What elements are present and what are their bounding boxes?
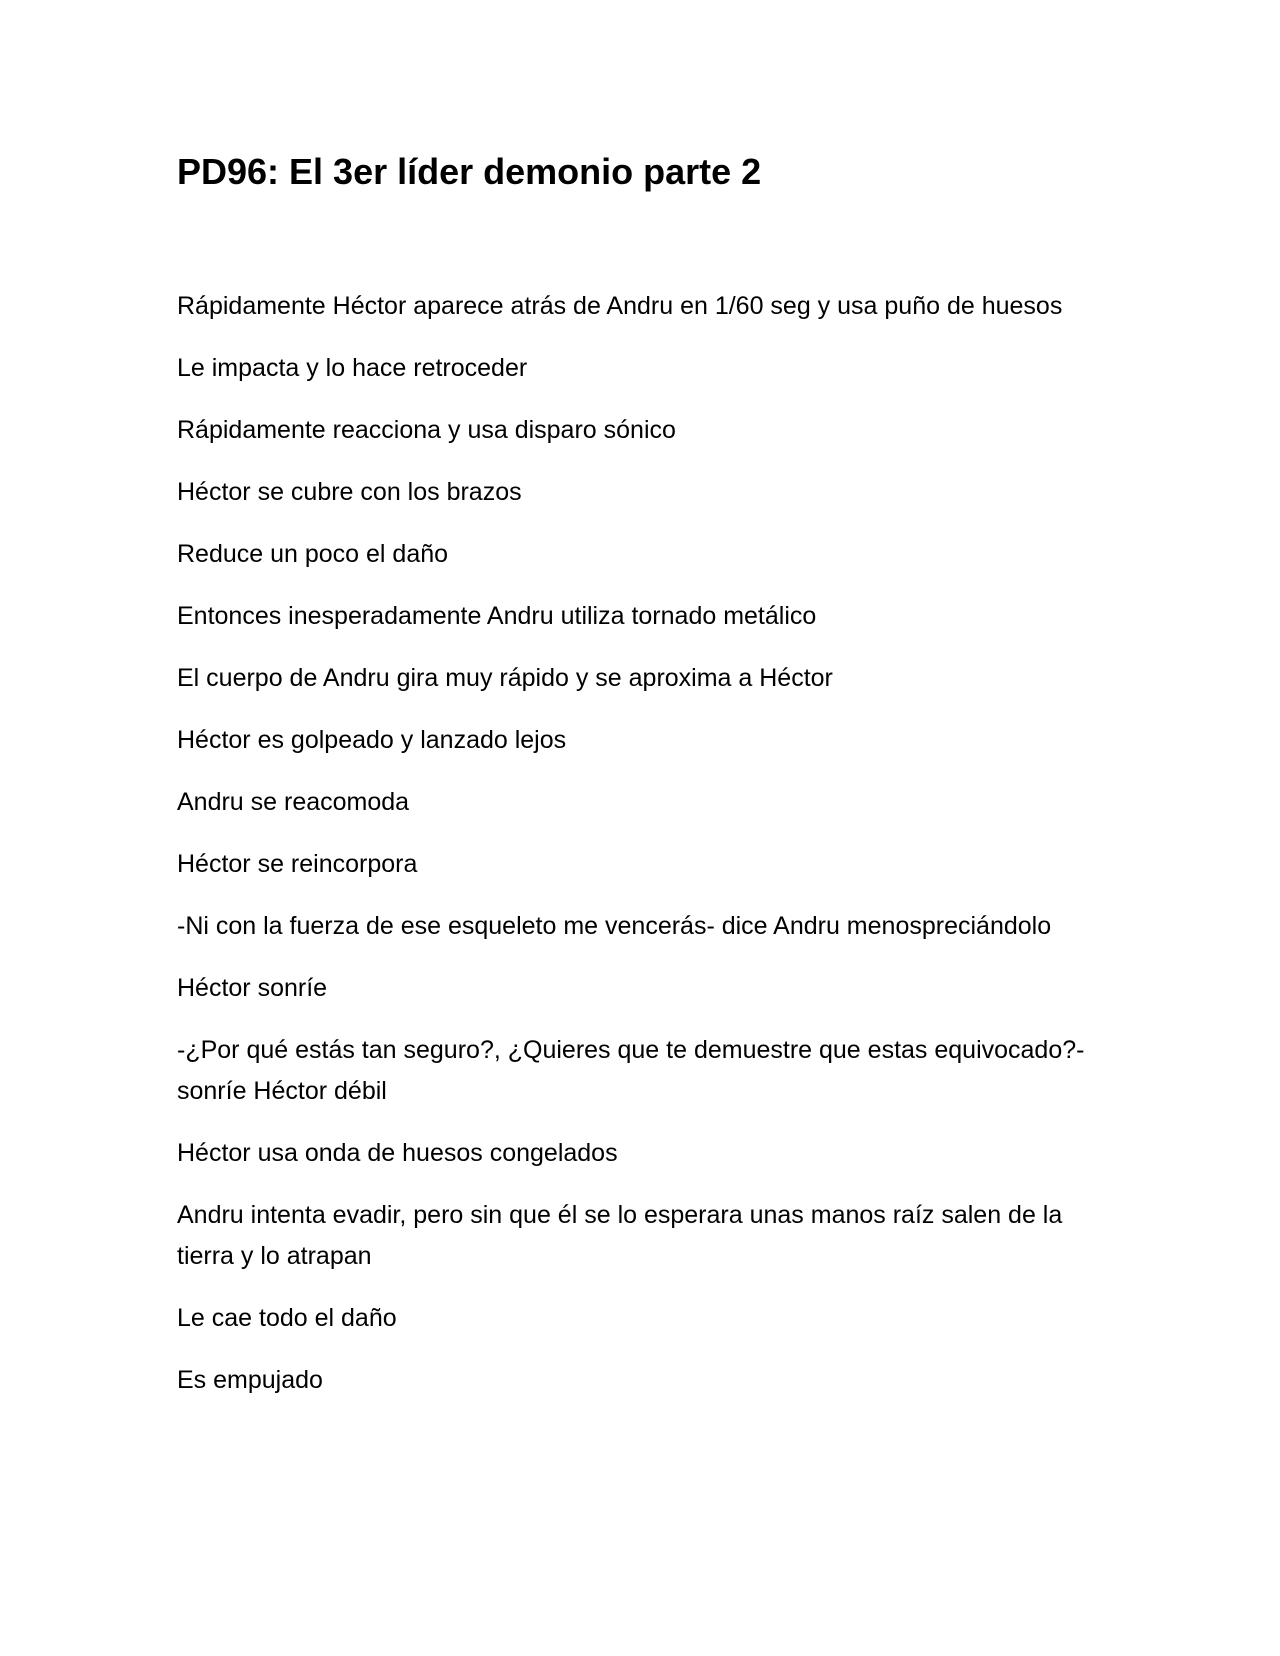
paragraph: Héctor se reincorpora	[177, 850, 418, 878]
paragraph: Rápidamente Héctor aparece atrás de Andru en 1/60 seg y usa puño de huesos	[177, 292, 1063, 320]
paragraph: Le impacta y lo hace retroceder	[177, 354, 528, 382]
paragraph: Héctor sonríe	[177, 974, 328, 1002]
paragraph: Rápidamente reacciona y usa disparo sónico	[177, 416, 676, 444]
document-body	[177, 150, 1097, 1422]
paragraph: Andru se reacomoda	[177, 788, 410, 816]
paragraph: -¿Por qué estás tan seguro?, ¿Quieres que te demuestre que estas equivocado?- sonríe Héctor débil	[177, 1036, 1085, 1105]
paragraph: Héctor es golpeado y lanzado lejos	[177, 726, 567, 754]
paragraph: -Ni con la fuerza de ese esqueleto me vencerás- dice Andru menospreciándolo	[177, 912, 1052, 940]
paragraph: Andru intenta evadir, pero sin que él se lo esperara unas manos raíz salen de la tierra y lo atrapan	[177, 1201, 1063, 1270]
paragraph: Héctor usa onda de huesos congelados	[177, 1139, 618, 1167]
page-title: PD96: El 3er líder demonio parte 2	[177, 151, 762, 192]
paragraph: Le cae todo el daño	[177, 1304, 397, 1332]
paragraph: El cuerpo de Andru gira muy rápido y se aproxima a Héctor	[177, 664, 833, 692]
paragraph: Es empujado	[177, 1366, 323, 1394]
paragraph: Héctor se cubre con los brazos	[177, 478, 522, 506]
paragraph: Entonces inesperadamente Andru utiliza tornado metálico	[177, 602, 817, 630]
paragraph: Reduce un poco el daño	[177, 540, 449, 568]
